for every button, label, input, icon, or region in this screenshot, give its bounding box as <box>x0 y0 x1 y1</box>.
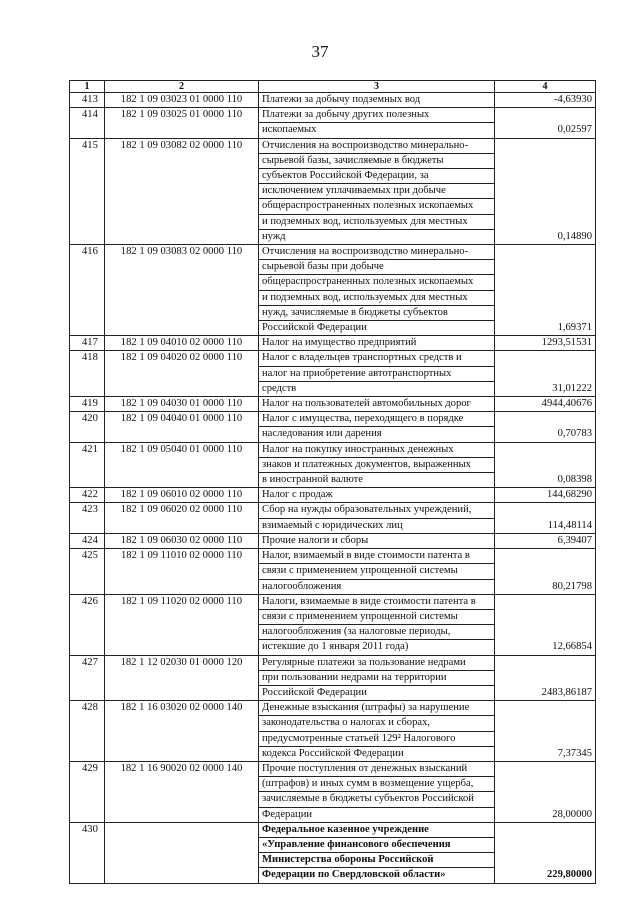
description-line: Прочие налоги и сборы <box>262 534 369 546</box>
row-number: 414 <box>70 108 105 138</box>
description-line: общераспространенных полезных ископаемых <box>259 275 494 290</box>
table-row <box>70 397 596 412</box>
description-line: Отчисления на воспроизводство минерально- <box>259 245 494 260</box>
row-number: 422 <box>70 488 105 503</box>
row-number: 430 <box>70 822 105 883</box>
description-line: (штрафов) и иных сумм в возмещение ущерба, <box>259 777 494 792</box>
amount-value: 7,37345 <box>495 701 596 762</box>
description-line: Налог на имущество предприятий <box>262 337 417 349</box>
amount-value: -4,63930 <box>495 93 596 108</box>
row-number: 415 <box>70 138 105 244</box>
row-number: 413 <box>70 93 105 108</box>
row-number: 428 <box>70 701 105 762</box>
table-row <box>70 93 596 108</box>
budget-code: 182 1 16 03020 02 0000 140 <box>105 701 259 762</box>
page-number: 37 <box>311 42 329 61</box>
revenue-description <box>259 108 495 138</box>
description-line: Федеральное казенное учреждение <box>259 823 494 838</box>
description-line: знаков и платежных документов, выраженных <box>259 458 494 473</box>
table-row <box>70 351 596 397</box>
revenue-description <box>259 533 495 548</box>
description-line: Российской Федерации <box>262 686 367 698</box>
amount-value: 144,68290 <box>495 488 596 503</box>
description-line: ископаемых <box>262 124 317 136</box>
row-number: 419 <box>70 397 105 412</box>
budget-code: 182 1 09 04040 01 0000 110 <box>105 412 259 442</box>
budget-code: 182 1 16 90020 02 0000 140 <box>105 761 259 822</box>
column-header: 3 <box>259 81 495 93</box>
description-line: Денежные взыскания (штрафы) за нарушение <box>259 701 494 716</box>
description-line: Платежи за добычу подземных вод <box>262 94 421 105</box>
row-number: 423 <box>70 503 105 533</box>
budget-code: 182 1 09 06020 02 0000 110 <box>105 503 259 533</box>
revenue-description <box>259 822 495 883</box>
budget-code: 182 1 09 03082 02 0000 110 <box>105 138 259 244</box>
description-line: общераспространенных полезных ископаемых <box>259 199 494 214</box>
revenue-description <box>259 503 495 533</box>
description-line: налогообложения (за налоговые периоды, <box>259 625 494 640</box>
table-row <box>70 701 596 762</box>
table-row <box>70 761 596 822</box>
table-row <box>70 442 596 488</box>
description-line: связи с применением упрощенной системы <box>259 610 494 625</box>
table-row <box>70 655 596 701</box>
budget-code: 182 1 09 03083 02 0000 110 <box>105 245 259 336</box>
row-number: 426 <box>70 594 105 655</box>
row-number: 421 <box>70 442 105 488</box>
description-line: взимаемый с юридических лиц <box>262 519 403 531</box>
description-line: налогообложения <box>262 580 342 592</box>
description-line: предусмотренные статьей 129² Налогового <box>259 732 494 747</box>
table-row <box>70 549 596 595</box>
table-row <box>70 488 596 503</box>
table-row <box>70 245 596 336</box>
row-number: 418 <box>70 351 105 397</box>
table-row <box>70 822 596 883</box>
budget-code: 182 1 09 11020 02 0000 110 <box>105 594 259 655</box>
revenue-description <box>259 549 495 595</box>
description-line: Федерации по Свердловской области» <box>262 869 446 881</box>
table-row <box>70 594 596 655</box>
table-row <box>70 108 596 138</box>
revenue-description <box>259 488 495 503</box>
row-number: 429 <box>70 761 105 822</box>
row-number: 420 <box>70 412 105 442</box>
amount-value: 2483,86187 <box>495 655 596 701</box>
description-line: Министерства обороны Российской <box>259 853 494 868</box>
description-line: исключением уплачиваемых при добыче <box>259 184 494 199</box>
amount-value: 80,21798 <box>495 549 596 595</box>
description-line: средств <box>262 382 297 394</box>
revenue-table <box>69 80 596 884</box>
table-body <box>70 93 596 884</box>
revenue-description <box>259 245 495 336</box>
column-header: 2 <box>105 81 259 93</box>
amount-value: 31,01222 <box>495 351 596 397</box>
revenue-description <box>259 442 495 488</box>
description-line: налог на приобретение автотранспортных <box>259 367 494 382</box>
description-line: Налог с владельцев транспортных средств и <box>259 351 494 366</box>
amount-value: 1293,51531 <box>495 336 596 351</box>
description-line: Отчисления на воспроизводство минерально- <box>259 139 494 154</box>
budget-code: 182 1 12 02030 01 0000 120 <box>105 655 259 701</box>
amount-value: 0,14890 <box>495 138 596 244</box>
row-number: 417 <box>70 336 105 351</box>
budget-code: 182 1 09 05040 01 0000 110 <box>105 442 259 488</box>
description-line: Российской Федерации <box>262 322 367 334</box>
budget-code: 182 1 09 03025 01 0000 110 <box>105 108 259 138</box>
budget-code: 182 1 09 04020 02 0000 110 <box>105 351 259 397</box>
row-number: 424 <box>70 533 105 548</box>
table-row <box>70 138 596 244</box>
budget-code: 182 1 09 03023 01 0000 110 <box>105 93 259 108</box>
table-row <box>70 533 596 548</box>
description-line: в иностранной валюте <box>262 474 364 486</box>
amount-value: 0,70783 <box>495 412 596 442</box>
budget-code: 182 1 09 04010 02 0000 110 <box>105 336 259 351</box>
description-line: Налог с продаж <box>262 489 333 501</box>
revenue-description <box>259 351 495 397</box>
amount-value: 28,00000 <box>495 761 596 822</box>
description-line: истекшие до 1 января 2011 года) <box>262 641 409 653</box>
description-line: сырьевой базы при добыче <box>259 260 494 275</box>
description-line: нужд, зачисляемые в бюджеты субъектов <box>259 306 494 321</box>
amount-value: 0,08398 <box>495 442 596 488</box>
revenue-description <box>259 761 495 822</box>
budget-code: 182 1 09 06030 02 0000 110 <box>105 533 259 548</box>
description-line: кодекса Российской Федерации <box>262 747 404 759</box>
budget-code <box>105 822 259 883</box>
description-line: при пользовании недрами на территории <box>259 671 494 686</box>
revenue-description <box>259 594 495 655</box>
description-line: Налог на пользователей автомобильных дорог <box>262 398 471 410</box>
table-row <box>70 503 596 533</box>
description-line: Налог на покупку иностранных денежных <box>259 443 494 458</box>
description-line: Налоги, взимаемые в виде стоимости патента в <box>259 595 494 610</box>
description-line: зачисляемые в бюджеты субъектов Российской <box>259 792 494 807</box>
description-line: наследования или дарения <box>262 428 382 440</box>
description-line: сырьевой базы, зачисляемые в бюджеты <box>259 154 494 169</box>
revenue-description <box>259 138 495 244</box>
description-line: и подземных вод, используемых для местных <box>259 291 494 306</box>
revenue-description <box>259 336 495 351</box>
revenue-description <box>259 397 495 412</box>
description-line: Регулярные платежи за пользование недрами <box>259 656 494 671</box>
description-line: Налог, взимаемый в виде стоимости патента в <box>259 549 494 564</box>
budget-code: 182 1 09 11010 02 0000 110 <box>105 549 259 595</box>
column-header: 4 <box>495 81 596 93</box>
amount-value: 229,80000 <box>495 822 596 883</box>
row-number: 416 <box>70 245 105 336</box>
description-line: «Управление финансового обеспечения <box>259 838 494 853</box>
description-line: Платежи за добычу других полезных <box>259 108 494 123</box>
amount-value: 6,39407 <box>495 533 596 548</box>
budget-code: 182 1 09 04030 01 0000 110 <box>105 397 259 412</box>
amount-value: 1,69371 <box>495 245 596 336</box>
budget-code: 182 1 09 06010 02 0000 110 <box>105 488 259 503</box>
amount-value: 4944,40676 <box>495 397 596 412</box>
table-header-row <box>70 81 596 93</box>
revenue-description <box>259 412 495 442</box>
description-line: Налог с имущества, переходящего в порядке <box>259 412 494 427</box>
description-line: связи с применением упрощенной системы <box>259 564 494 579</box>
revenue-description <box>259 655 495 701</box>
description-line: нужд <box>262 230 286 242</box>
description-line: законодательства о налогах и сборах, <box>259 716 494 731</box>
description-line: и подземных вод, используемых для местных <box>259 215 494 230</box>
column-header: 1 <box>70 81 105 93</box>
amount-value: 0,02597 <box>495 108 596 138</box>
amount-value: 114,48114 <box>495 503 596 533</box>
amount-value: 12,66854 <box>495 594 596 655</box>
row-number: 425 <box>70 549 105 595</box>
revenue-description <box>259 93 495 108</box>
description-line: субъектов Российской Федерации, за <box>259 169 494 184</box>
description-line: Федерации <box>262 808 313 820</box>
revenue-description <box>259 701 495 762</box>
table-row <box>70 336 596 351</box>
description-line: Сбор на нужды образовательных учреждений, <box>259 503 494 518</box>
description-line: Прочие поступления от денежных взысканий <box>259 762 494 777</box>
row-number: 427 <box>70 655 105 701</box>
table-row <box>70 412 596 442</box>
